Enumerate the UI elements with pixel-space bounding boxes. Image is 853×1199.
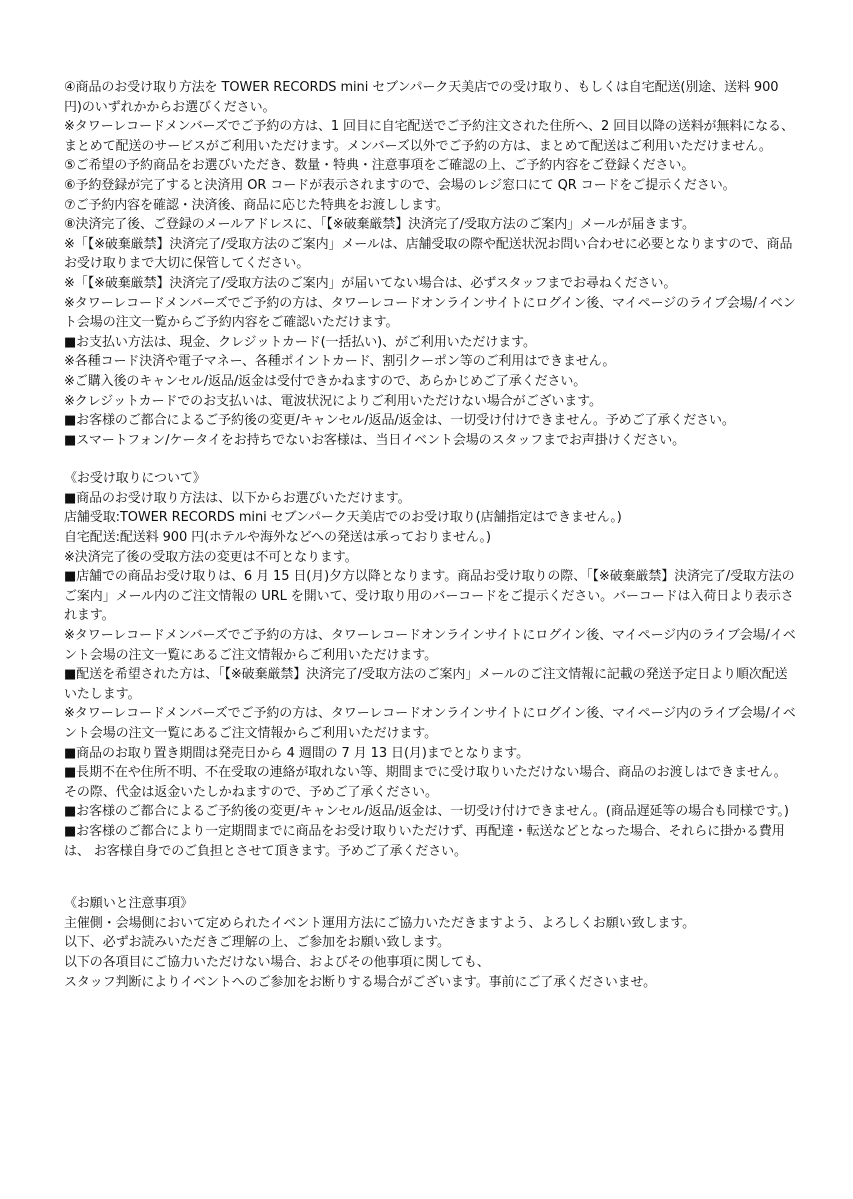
paragraph: ⑦ご予約内容を確認・決済後、商品に応じた特典をお渡しします。 [64,197,449,213]
paragraph: ■お客様のご都合により一定期間までに商品をお受け取りいただけず、再配達・転送などとなった場合、それらに掛かる費用は、 お客様自身でのご負担とさせて頂きます。予めご了承ください。 [64,823,785,859]
paragraph: ※「【※破棄厳禁】決済完了/受取方法のご案内」が届いてない場合は、必ずスタッフまでお尋ねください。 [64,275,677,291]
paragraph: ■配送を希望された方は、「【※破棄厳禁】決済完了/受取方法のご案内」メールのご注文情報に記載の発送予定日より順次配送いたします。 [64,667,788,702]
paragraph: ④商品のお受け取り方法を TOWER RECORDS mini セブンパーク天美店での受け取り、もしくは自宅配送(別途、送料 900 円)のいずれかからお選びください。 [64,80,779,115]
paragraph: ■商品のお取り置き期間は発売日から 4 週間の 7 月 13 日(月)までとなります。 [64,745,529,761]
document-page [64,78,799,992]
paragraph: ※決済完了後の受取方法の変更は不可となります。 [64,549,358,565]
paragraph: ⑧決済完了後、ご登録のメールアドレスに、「【※破棄厳禁】決済完了/受取方法のご案内」メールが届きます。 [64,217,695,233]
paragraph: ■お客様のご都合によるご予約後の変更/キャンセル/返品/返金は、一切受け付けできません。(商品遅延等の場合も同様です。) [64,804,789,820]
spacer [64,450,799,469]
paragraph: 以下、必ずお読みいただきご理解の上、ご参加をお願い致します。 [64,935,450,951]
paragraph: ※タワーレコードメンバーズでご予約の方は、1 回目に自宅配送でご予約注文された住所へ、2 回目以降の送料が無料になる、まとめて配送のサービスがご利用いただけます。メンバーズ以外でご予約の方は、まとめて配送はご利用いただけません。 [64,119,794,154]
paragraph: ⑥予約登録が完了すると決済用 OR コードが表示されますので、会場のレジ窓口にて QR コードをご提示ください。 [64,177,736,193]
paragraph: ■商品のお受け取り方法は、以下からお選びいただけます。 [64,490,411,506]
paragraph: ⑤ご希望の予約商品をお選びいただき、数量・特典・注意事項をご確認の上、ご予約内容をご登録ください。 [64,158,695,174]
paragraph: ※「【※破棄厳禁】決済完了/受取方法のご案内」メールは、店舗受取の際や配送状況お問い合わせに必要となりますので、商品お受け取りまで大切に保管してください。 [64,236,793,272]
paragraph: ■店舗での商品お受け取りは、6 月 15 日(月)夕方以降となります。商品お受け取りの際、「【※破棄厳禁】決済完了/受取方法のご案内」メール内のご注文情報の URL を開いて、受け取り用のバーコードをご提示ください。バーコードは入荷日より表示されます。 [64,569,795,624]
reservation-steps-section [64,78,799,450]
section-heading: 《お受け取りについて》 [64,471,206,487]
paragraph: 店舗受取:TOWER RECORDS mini セブンパーク天美店でのお受け取り(店舗指定はできません。) [64,510,622,526]
paragraph: ※クレジットカードでのお支払いは、電波状況によりご利用いただけない場合がございます。 [64,393,602,409]
paragraph: ※タワーレコードメンバーズでご予約の方は、タワーレコードオンラインサイトにログイン後、マイページ内のライブ会場/イベント会場の注文一覧にあるご注文情報からご利用いただけます。 [64,628,796,663]
paragraph: ※タワーレコードメンバーズでご予約の方は、タワーレコードオンラインサイトにログイン後、マイページ内のライブ会場/イベント会場の注文一覧にあるご注文情報からご利用いただけます。 [64,706,796,741]
paragraph: ※ご購入後のキャンセル/返品/返金は受付できかねますので、あらかじめご了承ください。 [64,373,587,389]
paragraph: ※タワーレコードメンバーズでご予約の方は、タワーレコードオンラインサイトにログイン後、マイページのライブ会場/イベント会場の注文一覧からご予約内容をご確認いただけます。 [64,295,796,331]
paragraph: 自宅配送:配送料 900 円(ホテルや海外などへの発送は承っておりません。) [64,530,491,546]
paragraph: ■お支払い方法は、現金、クレジットカード(一括払い)、がご利用いただけます。 [64,334,536,350]
paragraph: ■お客様のご都合によるご予約後の変更/キャンセル/返品/返金は、一切受け付けできません。予めご了承ください。 [64,413,735,429]
notes-section [64,894,799,992]
paragraph: ※各種コード決済や電子マネー、各種ポイントカード、割引クーポン等のご利用はできません。 [64,354,616,370]
paragraph: ■長期不在や住所不明、不在受取の連絡が取れない等、期間までに受け取りいただけない場合、商品のお渡しはできません。その際、代金は返金いたしかねますので、予めご了承ください。 [64,765,787,800]
paragraph: 以下の各項目にご協力いただけない場合、およびその他事項に関しても、 [64,954,490,970]
section-heading: 《お願いと注意事項》 [64,896,194,912]
spacer [64,861,799,894]
paragraph: 主催側・会場側において定められたイベント運用方法にご協力いただきますよう、よろしくお願い致します。 [64,915,696,931]
pickup-section [64,469,799,861]
paragraph: ■スマートフォン/ケータイをお持ちでないお客様は、当日イベント会場のスタッフまでお声掛けください。 [64,432,686,448]
paragraph: スタッフ判断によりイベントへのご参加をお断りする場合がございます。事前にご了承くださいませ。 [64,974,656,990]
